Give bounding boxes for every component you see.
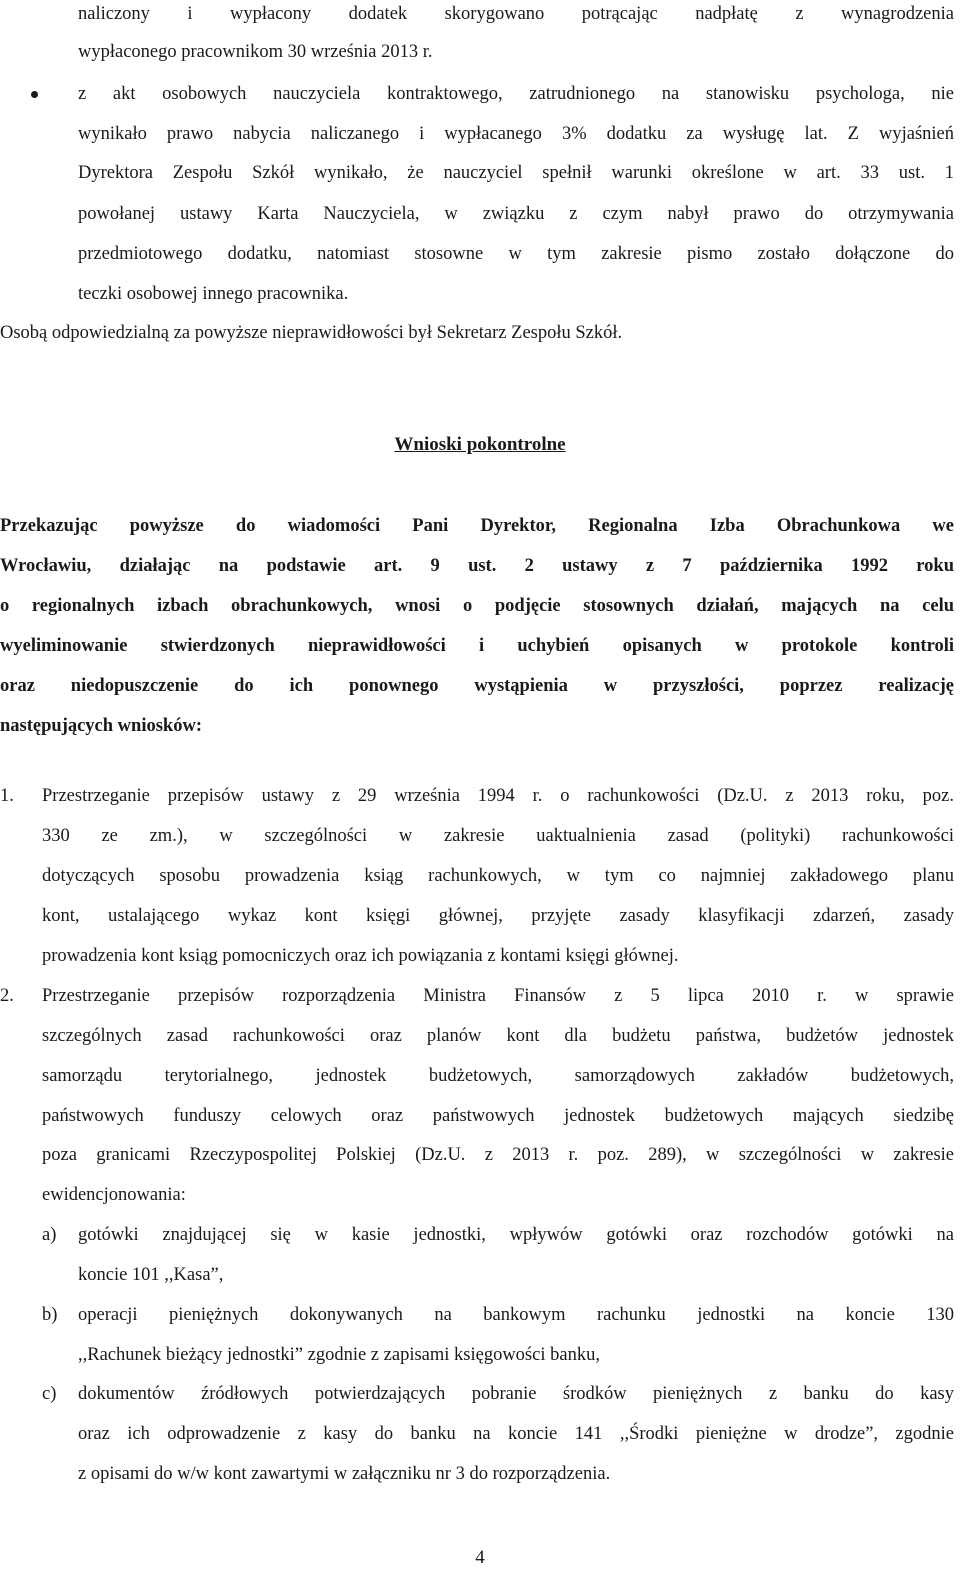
list-item-line: dotyczących sposobu prowadzenia ksiąg rachunkowych, w tym co najmniej zakładowego planu bbox=[42, 866, 954, 886]
list-item-line: prowadzenia kont ksiąg pomocniczych oraz ich powiązania z kontami księgi głównej. bbox=[42, 946, 679, 966]
bullet-item-line: Dyrektora Zespołu Szkół wynikało, że nauczyciel spełnił warunki określone w art. 33 ust. 1 bbox=[78, 163, 954, 183]
list-item-line: 330 ze zm.), w szczególności w zakresie uaktualnienia zasad (polityki) rachunkowości bbox=[42, 826, 954, 846]
sublist-letter: c) bbox=[42, 1384, 57, 1404]
sublist-item-line: oraz ich odprowadzenie z kasy do banku na koncie 141 ,,Środki pieniężne w drodze”, zgodnie bbox=[78, 1424, 954, 1444]
sublist-item-line: koncie 101 ,,Kasa”, bbox=[78, 1265, 224, 1285]
sublist-item-line: ,,Rachunek bieżący jednostki” zgodnie z zapisami księgowości banku, bbox=[78, 1345, 600, 1365]
page-number: 4 bbox=[475, 1547, 485, 1568]
intro-line: Wrocławiu, działając na podstawie art. 9 ust. 2 ustawy z 7 października 1992 roku bbox=[0, 556, 954, 576]
bullet-item-line: z akt osobowych nauczyciela kontraktowego, zatrudnionego na stanowisku psychologa, nie bbox=[78, 84, 954, 104]
sublist-item-line: operacji pieniężnych dokonywanych na bankowym rachunku jednostki na koncie 130 bbox=[78, 1305, 954, 1325]
bullet-item-line: teczki osobowej innego pracownika. bbox=[78, 284, 349, 304]
sublist-item-line: dokumentów źródłowych potwierdzających pobranie środków pieniężnych z banku do kasy bbox=[78, 1384, 954, 1404]
bullet-continuation-line: naliczony i wypłacony dodatek skorygowano potrącając nadpłatę z wynagrodzenia bbox=[78, 4, 954, 24]
responsible-line: Osobą odpowiedzialną za powyższe nieprawidłowości był Sekretarz Zespołu Szkół. bbox=[0, 323, 623, 343]
list-number: 2. bbox=[0, 986, 14, 1006]
list-item-line: samorządu terytorialnego, jednostek budżetowych, samorządowych zakładów budżetowych, bbox=[42, 1066, 954, 1086]
bullet-icon bbox=[31, 91, 38, 98]
list-item-line: poza granicami Rzeczypospolitej Polskiej (Dz.U. z 2013 r. poz. 289), w szczególności w zakresie bbox=[42, 1145, 954, 1165]
sublist-letter: b) bbox=[42, 1305, 58, 1325]
list-item-line: Przestrzeganie przepisów ustawy z 29 września 1994 r. o rachunkowości (Dz.U. z 2013 roku, poz. bbox=[42, 786, 954, 806]
intro-line: wyeliminowanie stwierdzonych nieprawidłowości i uchybień opisanych w protokole kontroli bbox=[0, 636, 954, 656]
intro-line: następujących wniosków: bbox=[0, 716, 202, 736]
intro-line: o regionalnych izbach obrachunkowych, wnosi o podjęcie stosownych działań, mających na celu bbox=[0, 596, 954, 616]
bullet-item-line: powołanej ustawy Karta Nauczyciela, w związku z czym nabył prawo do otrzymywania bbox=[78, 204, 954, 224]
intro-line: Przekazując powyższe do wiadomości Pani Dyrektor, Regionalna Izba Obrachunkowa we bbox=[0, 516, 954, 536]
list-item-line: szczególnych zasad rachunkowości oraz planów kont dla budżetu państwa, budżetów jednostek bbox=[42, 1026, 954, 1046]
sublist-letter: a) bbox=[42, 1225, 57, 1245]
list-item-line: kont, ustalającego wykaz kont księgi głównej, przyjęte zasady klasyfikacji zdarzeń, zasady bbox=[42, 906, 954, 926]
sublist-item-line: gotówki znajdującej się w kasie jednostki, wpływów gotówki oraz rozchodów gotówki na bbox=[78, 1225, 954, 1245]
sublist-item-line: z opisami do w/w kont zawartymi w załączniku nr 3 do rozporządzenia. bbox=[78, 1464, 611, 1484]
intro-line: oraz niedopuszczenie do ich ponownego wystąpienia w przyszłości, poprzez realizację bbox=[0, 676, 954, 696]
list-number: 1. bbox=[0, 786, 14, 806]
bullet-item-line: przedmiotowego dodatku, natomiast stosowne w tym zakresie pismo zostało dołączone do bbox=[78, 244, 954, 264]
bullet-item-line: wynikało prawo nabycia naliczanego i wypłacanego 3% dodatku za wysługę lat. Z wyjaśnień bbox=[78, 124, 954, 144]
list-item-line: Przestrzeganie przepisów rozporządzenia Ministra Finansów z 5 lipca 2010 r. w sprawie bbox=[42, 986, 954, 1006]
bullet-continuation-line: wypłaconego pracownikom 30 września 2013 r. bbox=[78, 42, 433, 62]
section-heading: Wnioski pokontrolne bbox=[394, 434, 566, 455]
list-item-line: ewidencjonowania: bbox=[42, 1185, 186, 1205]
list-item-line: państwowych funduszy celowych oraz państwowych jednostek budżetowych mających siedzibę bbox=[42, 1106, 954, 1126]
